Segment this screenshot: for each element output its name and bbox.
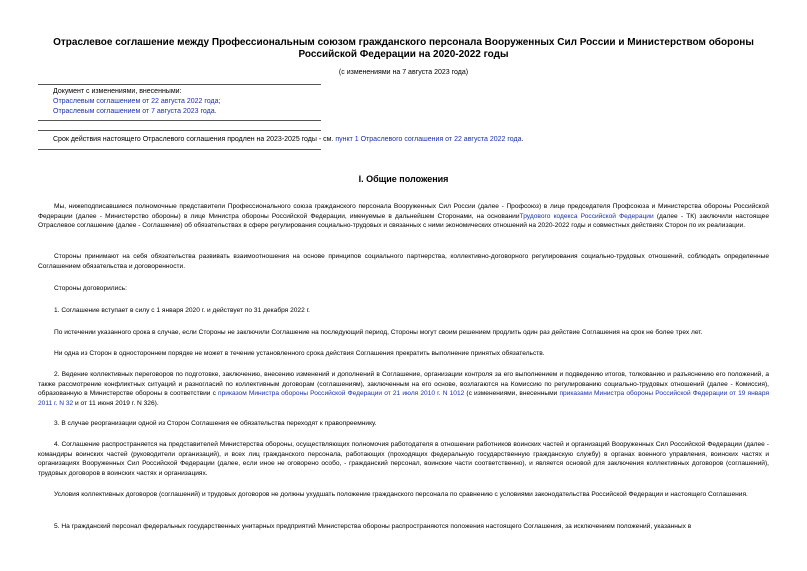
paragraph-clause-2-text-c: и от 11 июня 2019 г. N 326). (73, 399, 159, 407)
change-link-2023[interactable]: Отраслевым соглашением от 7 августа 2023 года. (53, 108, 217, 115)
term-text: Срок действия настоящего Отраслевого соглашения продлен на 2023-2025 годы - см. (53, 136, 336, 143)
order-1012-link[interactable]: приказом Министра обороны Российской Федерации от 21 июля 2010 г. N 1012 (218, 390, 465, 398)
paragraph-clause-1: 1. Соглашение вступает в силу с 1 января 2020 г. и действует по 31 декабря 2022 г. (54, 307, 311, 314)
order-32-link[interactable]: приказами Министра обороны Российской Федерации от 19 января 2011 г. N 32 (38, 390, 770, 407)
paragraph-parties-text-b: (далее - ТК) заключили настоящее Отраслевое соглашение (далее - Соглашение) об обязательствах в сфере регулирования социально-трудовых и связанных с ними экономических отношений на 2020-2022 годы и совместных действиях Сторон по их реализации. (38, 212, 770, 230)
divider-mid-2 (38, 130, 321, 131)
paragraph-clause-5: 5. На гражданский персонал федеральных государственных унитарных предприятий Министерства обороны распространяются положения настоящего Соглашения, за исключением положений, указанных в (54, 523, 692, 530)
term-link[interactable]: пункт 1 Отраслевого соглашения от 22 августа 2022 года (335, 136, 522, 143)
paragraph-agreed: Стороны договорились: (54, 285, 127, 292)
changes-header: Документ с изменениями, внесенными: (53, 88, 182, 95)
document-title: Отраслевое соглашение между Профессиональным союзом гражданского персонала Вооруженных Сил России и Министерством обороны Российской Федерации на 2020-2022 годы (53, 37, 754, 60)
divider-bottom (38, 149, 321, 150)
section-heading: I. Общие положения (358, 174, 449, 184)
paragraph-parties-text-a: Мы, нижеподписавшиеся полномочные представители Профессионального союза гражданского персонала Вооруженных Сил России (далее - Профсоюз) в лице председателя Профсоюза и Министерства обороны Российской Федерации (далее - Министерство обороны) в лице Министра обороны Российской Федерации, именуемые в дальнейшем Сторонами, на основании (38, 203, 769, 220)
term-note (53, 135, 523, 144)
document-subtitle: (с изменениями на 7 августа 2023 года) (338, 69, 469, 76)
paragraph-clause-2-text-b: (с изменениями, внесенными (464, 390, 560, 398)
term-end: . (521, 136, 524, 143)
paragraph-parties (38, 202, 769, 231)
paragraph-clause-2 (38, 370, 769, 408)
paragraph-clause-4: 4. Соглашение распространяется на представителей Министерства обороны, осуществляющих полномочия работодателя в отношении работников воинских частей и организаций Вооруженных Сил Российской Федерации (далее - командиры воинских частей (руководители организаций), и всех лиц гражданского персонала, работающих (проходящих федеральную государственную гражданскую службу) в органах военного управления, воинских частях и организациях Вооруженных Сил Российской Федерации (далее, если иное не оговорено особо, - гражданский персонал, воинские части соответственно), и является основой для заключения коллективных договоров (соглашений), трудовых договоров в воинских частях и организациях. (38, 441, 769, 477)
paragraph-clause-3: 3. В случае реорганизации одной из Сторон Соглашения ее обязательства переходят к правопреемнику. (54, 420, 377, 427)
paragraph-unilateral: Ни одна из Сторон в одностороннем порядке не может в течение установленного срока действия Соглашения прекратить выполнение принятых обязательств. (54, 350, 545, 357)
paragraph-obligations: Стороны принимают на себя обязательства развивать взаимоотношения на основе принципов социального партнерства, коллективно-договорного регулирования социально-трудовых отношений, соблюдать определенные Соглашением обязательства и договоренности. (38, 253, 769, 270)
divider-mid-1 (38, 120, 321, 121)
change-link-2022[interactable]: Отраслевым соглашением от 22 августа 2022 года; (53, 98, 221, 105)
paragraph-clause-2-text-a: 2. Ведение коллективных переговоров по подготовке, заключению, внесению изменений и дополнений в Соглашение, организации контроля за его выполнением и подведению итогов, толкованию и разъяснению его положений, а также рассмотрение конфликтных ситуаций и разногласий по коллективным договорам (соглашениям), заключенным на его основе, возлагаются на Комиссию по регулированию социально-трудовых отношений (далее - Комиссия), образованную в Министерстве обороны в соответствии с (38, 371, 769, 398)
divider-top (38, 84, 321, 85)
paragraph-conditions: Условия коллективных договоров (соглашений) и трудовых договоров не должны ухудшать положение гражданского персонала по сравнению с условиями законодательства Российской Федерации и настоящего Соглашения. (54, 491, 748, 498)
labor-code-link[interactable]: Трудового кодекса Российской Федерации (519, 212, 654, 220)
paragraph-extension: По истечении указанного срока в случае, если Стороны не заключили Соглашение на последующий период, Стороны могут своим решением продлить один раз действие Соглашения на срок не более трех лет. (54, 329, 703, 336)
